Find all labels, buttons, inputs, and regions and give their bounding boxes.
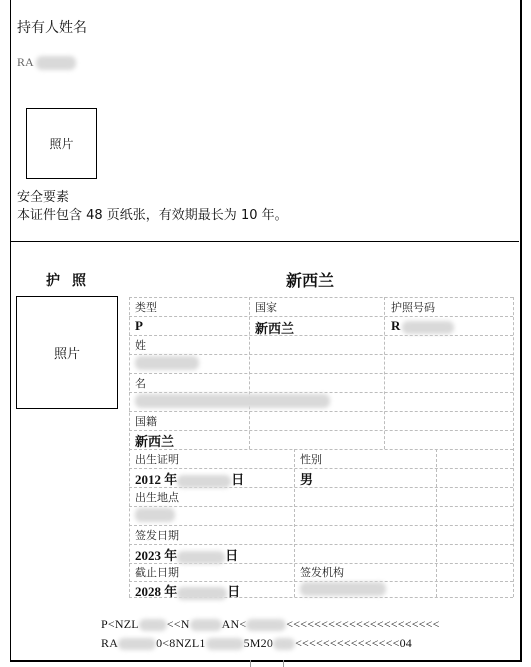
redacted-blur <box>135 356 199 370</box>
security-features-title: 安全要素 <box>17 190 70 205</box>
redacted-blur <box>135 394 330 408</box>
sex-value: 男 <box>300 473 314 488</box>
redacted-blur <box>246 619 286 631</box>
country-value: 新西兰 <box>255 322 295 337</box>
expiry-date-value <box>135 581 240 600</box>
redacted-blur <box>300 582 386 596</box>
passport-number-visible: R <box>391 318 401 333</box>
type-label: 类型 <box>135 301 157 314</box>
surname-value <box>135 355 199 370</box>
issue-day-suffix: 日 <box>225 548 239 563</box>
country-title: 新西兰 <box>286 271 335 290</box>
country-label: 国家 <box>255 301 277 314</box>
birthplace-label: 出生地点 <box>135 491 179 504</box>
mrz-line-1: P<NZL <<N AN< <<<<<<<<<<<<<<<<<<<<<< <box>101 617 440 631</box>
redacted-blur <box>177 551 225 564</box>
holder-photo-placeholder <box>26 108 97 179</box>
birth-date-value <box>135 469 244 488</box>
redacted-blur <box>402 321 454 334</box>
redacted-blur <box>36 56 76 70</box>
holder-name-value <box>17 55 76 70</box>
redacted-blur <box>177 475 231 488</box>
redacted-blur <box>177 587 227 600</box>
security-features-text: 本证件包含 48 页纸张，有效期最长为 10 年。 <box>17 208 288 223</box>
redacted-blur <box>135 508 175 522</box>
mrz-line-2: RA 0<8NZL1 5M20 <<<<<<<<<<<<<<<04 <box>101 636 412 650</box>
birthplace-value <box>135 507 175 522</box>
birth-date-label: 出生证明 <box>135 453 179 466</box>
redacted-blur <box>190 619 222 631</box>
expiry-date-label: 截止日期 <box>135 566 179 579</box>
page-bottom-marker <box>250 660 284 667</box>
given-names-value <box>135 393 330 408</box>
nationality-label: 国籍 <box>135 415 157 428</box>
given-names-label: 名 <box>135 377 146 390</box>
birth-year: 2012 年 <box>135 472 178 487</box>
passport-data-grid <box>129 297 513 598</box>
passport-number-label: 护照号码 <box>391 301 435 314</box>
photo-label: 照片 <box>53 347 80 362</box>
holder-name-visible-text: RA <box>17 55 34 69</box>
issue-year: 2023 年 <box>135 548 178 563</box>
photo-label: 照片 <box>49 137 74 151</box>
authority-value <box>300 581 386 596</box>
expiry-year: 2028 年 <box>135 584 178 599</box>
passport-photo-placeholder <box>16 296 118 409</box>
holder-name-title: 持有人姓名 <box>17 20 87 36</box>
type-value: P <box>135 318 143 333</box>
sex-label: 性别 <box>300 453 322 466</box>
nationality-value: 新西兰 <box>135 435 175 450</box>
surname-label: 姓 <box>135 339 146 352</box>
passport-number-value <box>391 318 454 334</box>
passport-label: 护照 <box>46 273 98 289</box>
issue-date-label: 签发日期 <box>135 529 179 542</box>
redacted-blur <box>118 638 156 650</box>
issue-date-value <box>135 545 238 564</box>
redacted-blur <box>273 638 295 650</box>
expiry-day-suffix: 日 <box>227 584 241 599</box>
redacted-blur <box>206 638 244 650</box>
redacted-blur <box>139 619 167 631</box>
authority-label: 签发机构 <box>300 566 344 579</box>
birth-day-suffix: 日 <box>231 472 245 487</box>
